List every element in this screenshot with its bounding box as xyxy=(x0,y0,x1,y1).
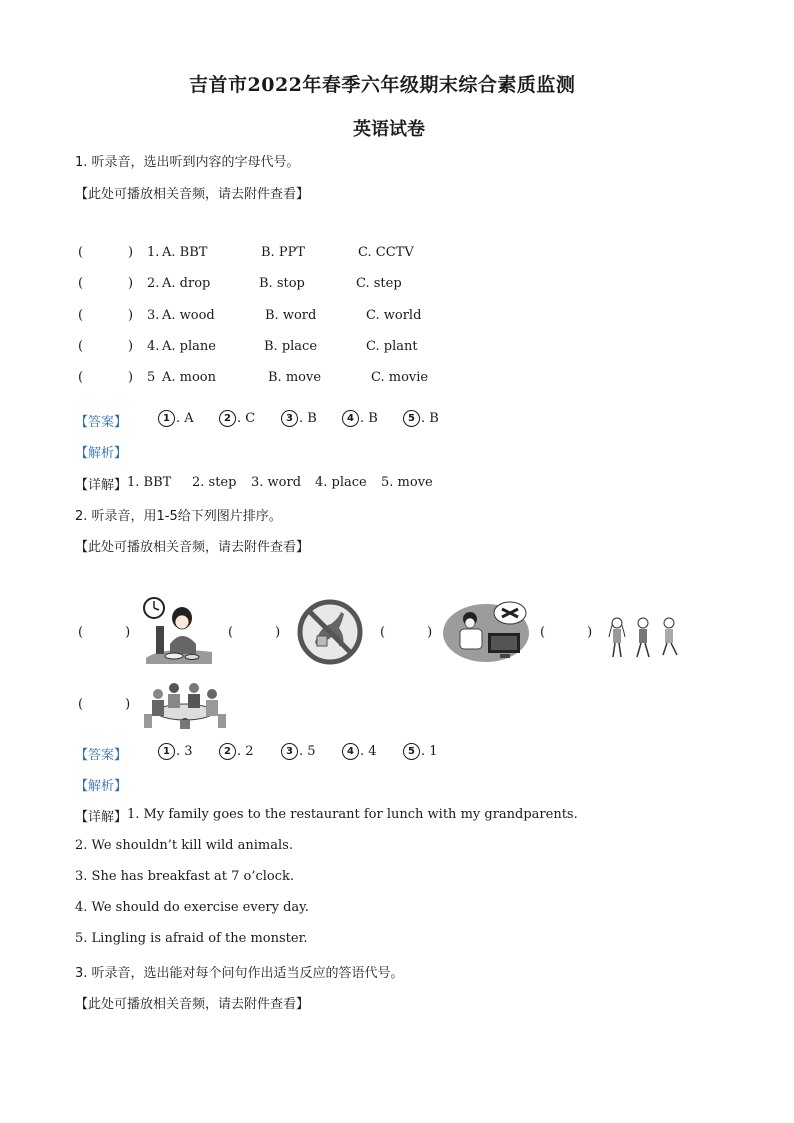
q1-detail-label: 【详解】 xyxy=(75,478,128,493)
option-paren-close: ) xyxy=(128,339,134,354)
answer-value: . 3 xyxy=(176,744,193,759)
q3-prompt: 3. 听录音，选出能对每个问句作出适当反应的答语代号。 xyxy=(75,966,404,981)
q2-detail-label: 【详解】 xyxy=(75,810,128,825)
page-subtitle: 英语试卷 xyxy=(353,119,425,140)
answer-number-circle: 3 xyxy=(281,410,298,427)
option-a: A. plane xyxy=(162,339,216,354)
option-c: C. world xyxy=(366,308,422,323)
detail-line: 3. She has breakfast at 7 o’clock. xyxy=(75,869,295,884)
answer-number-circle: 5 xyxy=(403,743,420,760)
page-title: 吉首市2022年春季六年级期末综合素质监测 xyxy=(189,74,576,96)
q1-answer-label: 【答案】 xyxy=(75,415,128,430)
option-paren-close: ) xyxy=(128,245,134,260)
answer-item xyxy=(158,410,194,427)
answer-number-circle: 1 xyxy=(158,743,175,760)
detail-item: 5. move xyxy=(381,475,433,490)
option-paren-close: ) xyxy=(128,370,134,385)
option-c: C. step xyxy=(356,276,402,291)
clock-breakfast-picture xyxy=(142,596,216,666)
option-number: 5 xyxy=(147,370,156,385)
q2-detail-first: 1. My family goes to the restaurant for lunch with my grandparents. xyxy=(127,807,578,822)
option-b: B. place xyxy=(264,339,318,354)
answer-number-circle: 1 xyxy=(158,410,175,427)
option-number: 1. xyxy=(147,245,160,260)
answer-value: . 5 xyxy=(299,744,316,759)
detail-item: 3. word xyxy=(251,475,302,490)
q2-paren-1: ( ) xyxy=(78,625,131,640)
answer-value: . B xyxy=(421,411,439,426)
tv-monster-picture xyxy=(442,599,530,663)
option-b: B. move xyxy=(268,370,322,385)
detail-item: 4. place xyxy=(315,475,367,490)
answer-item xyxy=(403,410,439,427)
answer-value: . A xyxy=(176,411,194,426)
detail-line: 4. We should do exercise every day. xyxy=(75,900,309,915)
answer-number-circle: 5 xyxy=(403,410,420,427)
option-c: C. movie xyxy=(371,370,429,385)
option-b: B. stop xyxy=(259,276,305,291)
option-b: B. PPT xyxy=(261,245,305,260)
option-c: C. plant xyxy=(366,339,418,354)
detail-item: 1. BBT xyxy=(127,475,172,490)
q2-paren-5: ( ) xyxy=(78,697,131,712)
detail-item: 2. step xyxy=(192,475,237,490)
option-b: B. word xyxy=(265,308,317,323)
option-number: 3. xyxy=(147,308,160,323)
q1-audio-note: 【此处可播放相关音频，请去附件查看】 xyxy=(75,187,310,202)
q1-prompt: 1. 听录音，选出听到内容的字母代号。 xyxy=(75,155,300,170)
q3-audio-note: 【此处可播放相关音频，请去附件查看】 xyxy=(75,997,310,1012)
detail-line: 5. Lingling is afraid of the monster. xyxy=(75,931,308,946)
option-paren-open: ( xyxy=(78,308,84,323)
option-paren-open: ( xyxy=(78,370,84,385)
option-number: 4. xyxy=(147,339,160,354)
option-a: A. BBT xyxy=(162,245,208,260)
answer-item xyxy=(281,410,317,427)
option-paren-close: ) xyxy=(128,276,134,291)
q2-analysis-label: 【解析】 xyxy=(75,779,128,794)
answer-number-circle: 3 xyxy=(281,743,298,760)
answer-value: . 4 xyxy=(360,744,377,759)
answer-item xyxy=(403,743,438,760)
q2-answer-label: 【答案】 xyxy=(75,748,128,763)
children-exercise-picture xyxy=(603,601,685,665)
answer-item xyxy=(158,743,193,760)
answer-number-circle: 2 xyxy=(219,743,236,760)
option-a: A. drop xyxy=(162,276,211,291)
answer-item xyxy=(281,743,316,760)
option-number: 2. xyxy=(147,276,160,291)
q2-prompt: 2. 听录音，用1-5给下列图片排序。 xyxy=(75,509,282,524)
answer-item xyxy=(219,743,254,760)
family-restaurant-picture xyxy=(140,680,230,730)
q2-paren-3: ( ) xyxy=(380,625,433,640)
answer-item xyxy=(342,410,378,427)
answer-value: . B xyxy=(360,411,378,426)
answer-number-circle: 4 xyxy=(342,410,359,427)
answer-item xyxy=(219,410,255,427)
no-kangaroo-sign-picture xyxy=(295,598,365,666)
option-a: A. moon xyxy=(162,370,217,385)
q2-paren-2: ( ) xyxy=(228,625,281,640)
answer-value: . C xyxy=(237,411,256,426)
option-paren-open: ( xyxy=(78,245,84,260)
answer-value: . 1 xyxy=(421,744,438,759)
option-c: C. CCTV xyxy=(358,245,414,260)
option-paren-open: ( xyxy=(78,339,84,354)
answer-item xyxy=(342,743,377,760)
option-paren-close: ) xyxy=(128,308,134,323)
q2-paren-4: ( ) xyxy=(540,625,593,640)
answer-number-circle: 4 xyxy=(342,743,359,760)
answer-value: . B xyxy=(299,411,317,426)
option-paren-open: ( xyxy=(78,276,84,291)
q2-audio-note: 【此处可播放相关音频，请去附件查看】 xyxy=(75,540,310,555)
detail-line: 2. We shouldn’t kill wild animals. xyxy=(75,838,293,853)
answer-value: . 2 xyxy=(237,744,254,759)
option-a: A. wood xyxy=(162,308,215,323)
answer-number-circle: 2 xyxy=(219,410,236,427)
q1-analysis-label: 【解析】 xyxy=(75,446,128,461)
